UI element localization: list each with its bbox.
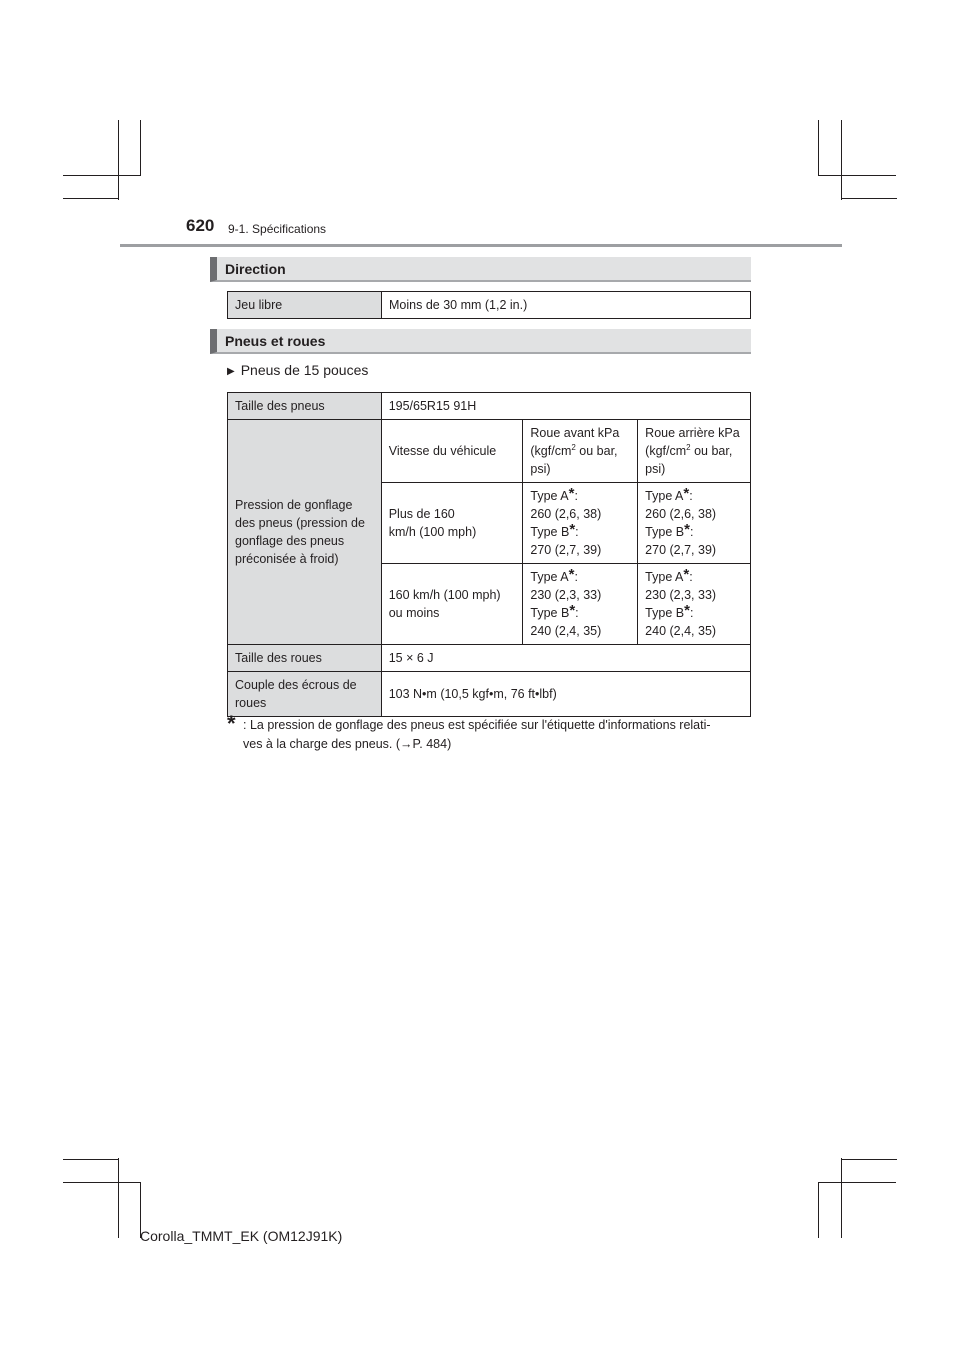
footnote-line-2: ves à la charge des pneus. (→P. 484) (243, 737, 452, 751)
table-row (228, 292, 751, 319)
header-rule (120, 244, 842, 247)
front-column-header: Roue avant kPa ($kgf/cm^2$ ou bar, psi) (523, 420, 638, 483)
crop-mark (140, 120, 141, 176)
direction-table (227, 291, 751, 319)
tires-table (227, 392, 751, 717)
crop-mark (841, 1158, 842, 1238)
tires-subheading-text: Pneus de 15 pouces (240, 362, 369, 378)
torque-label: Couple des écrous de roues (228, 672, 382, 717)
crop-mark (841, 120, 842, 200)
table-row (228, 672, 751, 717)
speed-160-or-less: 160 km/h (100 mph) ou moins (381, 564, 523, 645)
torque-value: 103 N•m (10,5 kgf•m, 76 ft•lbf) (381, 672, 750, 717)
speed-column-header: Vitesse du véhicule (381, 420, 523, 483)
crop-mark (118, 1158, 119, 1238)
table-row (228, 420, 751, 483)
footnote-line-1: : La pression de gonflage des pneus est spécifiée sur l'étiquette d'informations relati- (243, 718, 711, 732)
footer-model: Corolla_TMMT_EK (OM12J91K) (140, 1228, 343, 1244)
crop-mark (63, 198, 119, 199)
crop-mark (841, 198, 897, 199)
crop-mark (63, 1182, 141, 1183)
triangle-bullet-icon: ▶ (227, 366, 235, 377)
crop-mark (841, 1159, 897, 1160)
front-pressure-low: Type A*: 230 (2,3, 33) Type B*: 240 (2,4, 35) (523, 564, 638, 645)
tires-subheading (227, 362, 368, 378)
crop-mark (818, 175, 896, 176)
footnote-marker: * (227, 711, 236, 736)
page-number: 620 (186, 216, 215, 235)
crop-mark (118, 120, 119, 200)
crop-mark (818, 1182, 896, 1183)
crop-mark (63, 175, 141, 176)
footnote (227, 711, 751, 754)
front-pressure-high: Type A*: 260 (2,6, 38) Type B*: 270 (2,7, 39) (523, 483, 638, 564)
table-row (228, 393, 751, 420)
tire-size-value: 195/65R15 91H (381, 393, 750, 420)
direction-heading: Direction (210, 257, 751, 282)
rear-pressure-low: Type A*: 230 (2,3, 33) Type B*: 240 (2,4, 35) (638, 564, 751, 645)
crop-mark (63, 1159, 119, 1160)
tire-size-label: Taille des pneus (228, 393, 382, 420)
crop-mark (818, 120, 819, 176)
section-title: 9-1. Spécifications (228, 222, 327, 236)
jeu-libre-label: Jeu libre (228, 292, 382, 319)
speed-over-160: Plus de 160 km/h (100 mph) (381, 483, 523, 564)
rear-pressure-high: Type A*: 260 (2,6, 38) Type B*: 270 (2,7, 39) (638, 483, 751, 564)
wheel-size-label: Taille des roues (228, 645, 382, 672)
jeu-libre-value: Moins de 30 mm (1,2 in.) (382, 292, 751, 319)
wheel-size-value: 15 × 6 J (381, 645, 750, 672)
crop-mark (818, 1182, 819, 1238)
tires-heading: Pneus et roues (210, 329, 751, 354)
rear-column-header: Roue arrière kPa ($kgf/cm^2$ ou bar, psi) (638, 420, 751, 483)
pressure-label: Pression de gonflage des pneus (pression de gonflage des pneus préconisée à froid) (228, 420, 382, 645)
table-row (228, 645, 751, 672)
